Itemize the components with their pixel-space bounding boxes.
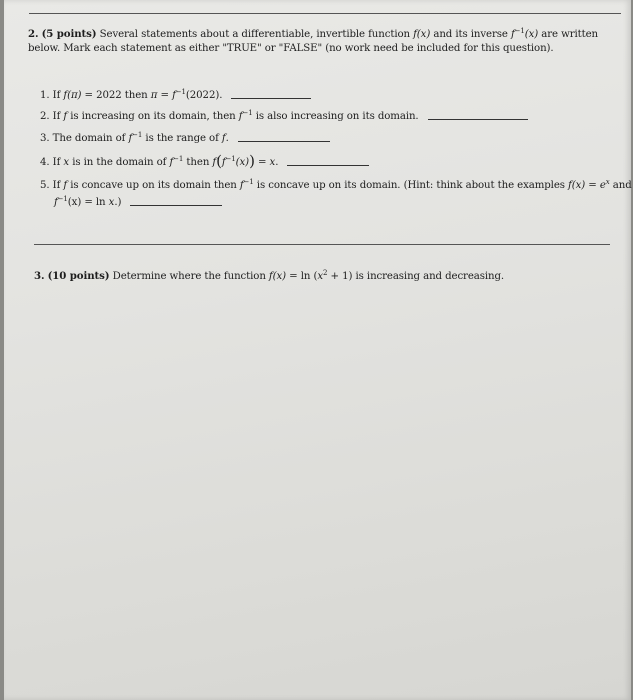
worksheet-page — [4, 0, 631, 700]
statement-4: 4. If x is in the domain of $f^{-1}$ then $f(f^{-1}(x)) = x$. — [40, 157, 369, 168]
answer-blank-4[interactable] — [287, 164, 369, 166]
statement-5-line-2: $f^{-1}(x) = \ln x$.) — [54, 197, 222, 208]
problem-3-points: (10 points) — [47, 270, 110, 282]
answer-blank-5[interactable] — [130, 204, 222, 206]
answer-blank-1[interactable] — [231, 97, 311, 99]
middle-divider — [34, 244, 610, 245]
statement-3: 3. The domain of $f^{-1}$ is the range of f. — [40, 133, 330, 144]
problem-3-number: 3. — [34, 270, 45, 282]
problem-3-prompt: 3. (10 points) Determine where the function $f(x) = \ln (x^2 + 1)$ is increasing and decreasing. — [34, 269, 505, 282]
statement-1: 1. If f(π) = 2022 then $\pi = f^{-1}(2022)$. — [40, 90, 311, 101]
problem-2-points: (5 points) — [41, 28, 97, 40]
problem-2-intro-line-1: 2. (5 points) Several statements about a differentiable, invertible function f(x) and its inverse $f^{-1}(x)$ are written — [28, 27, 599, 40]
answer-blank-3[interactable] — [238, 140, 330, 142]
statement-2: 2. If f is increasing on its domain, then $f^{-1}$ is also increasing on its domain. — [40, 111, 528, 122]
top-divider — [29, 13, 621, 14]
problem-2-number: 2. — [28, 28, 39, 40]
work-area[interactable] — [34, 292, 610, 692]
answer-blank-2[interactable] — [428, 118, 528, 120]
problem-2-intro-line-2: below. Mark each statement as either "TRUE" or "FALSE" (no work need be included for this question). — [28, 43, 554, 54]
statement-5-line-1: 5. If f is concave up on its domain then $f^{-1}$ is concave up on its domain. (Hint: think about the examples $f(x) = e^x$ and — [40, 178, 632, 191]
